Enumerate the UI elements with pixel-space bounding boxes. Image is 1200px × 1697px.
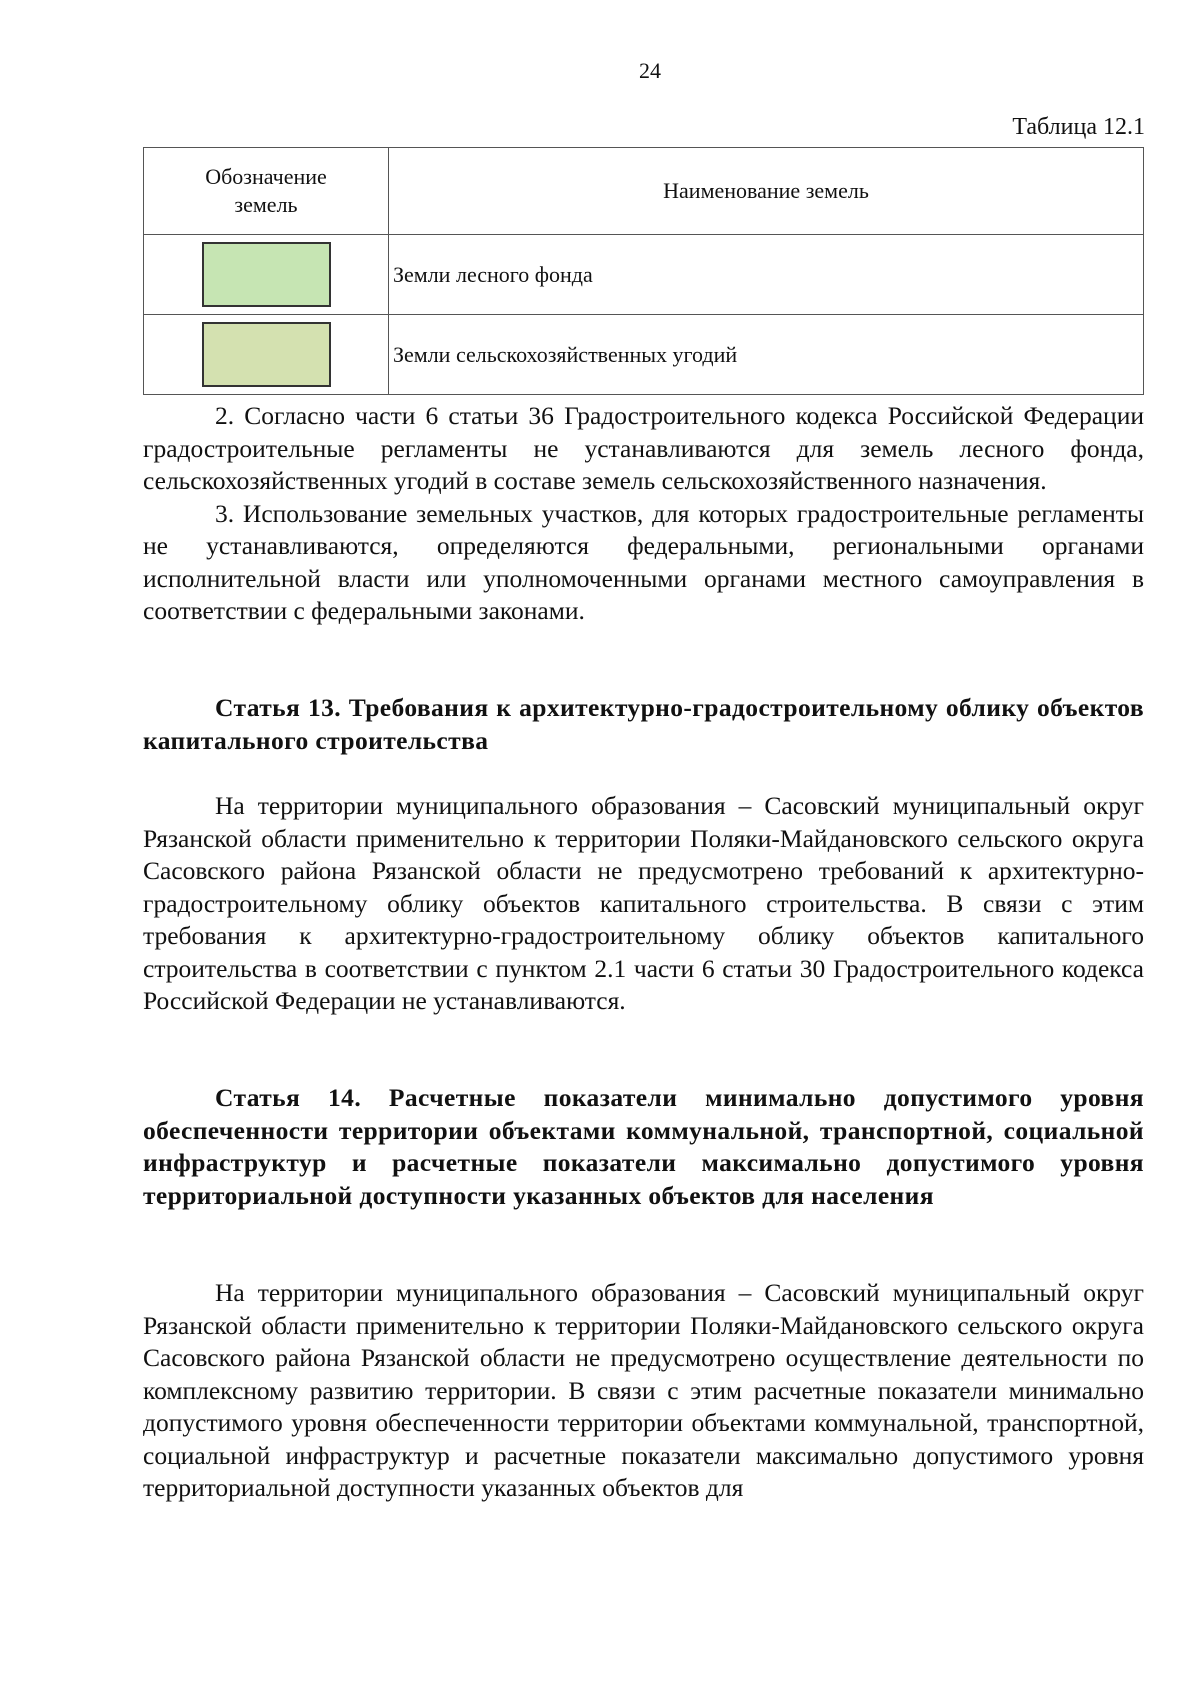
paragraphs-block: [143, 400, 1144, 628]
table-row: [144, 235, 1144, 315]
article-13-heading: Статья 13. Требования к архитектурно-градостроительному облику объектов капитального строительства: [143, 693, 1144, 755]
table-row: [144, 315, 1144, 395]
article-13-body: На территории муниципального образования – Сасовский муниципальный округ Рязанской области применительно к территории Поляки-Майдановского сельского округа Сасовского района Рязанской области не предусмотрено требований к архитектурно-градостроительному облику объектов капитального строительства. В связи с этим требования к архитектурно-градостроительному облику объектов капитального строительства в соответствии с пунктом 2.1 части 6 статьи 30 Градостроительного кодекса Российской Федерации не устанавливаются.: [143, 791, 1144, 1015]
forest-land-swatch: [202, 242, 331, 307]
land-name-cell: Земли лесного фонда: [389, 235, 1144, 315]
table-header-row: [144, 148, 1144, 235]
header-symbol: [144, 148, 389, 235]
agricultural-land-swatch: [202, 322, 331, 387]
land-name-cell: Земли сельскохозяйственных угодий: [389, 315, 1144, 395]
header-symbol-text: Обозначение земель: [205, 164, 327, 217]
symbol-cell: [144, 315, 389, 395]
article-14-body-block: [143, 1277, 1144, 1505]
article-14-body: На территории муниципального образования – Сасовский муниципальный округ Рязанской области применительно к территории Поляки-Майдановского сельского округа Сасовского района Рязанской области не предусмотрено осуществление деятельности по комплексному развитию территории. В связи с этим расчетные показатели минимально допустимого уровня обеспеченности территории объектами коммунальной, транспортной, социальной инфраструктур и расчетные показатели максимально допустимого уровня территориальной доступности указанных объектов для: [143, 1278, 1144, 1502]
land-legend-table: [143, 147, 1144, 395]
symbol-cell: [144, 235, 389, 315]
article-13-body-block: [143, 790, 1144, 1018]
paragraph-3: 3. Использование земельных участков, для которых градостроительные регламенты не устанавливаются, определяются федеральными, региональными органами исполнительной власти или уполномоченными органами местного самоуправления в соответствии с федеральными законами.: [143, 498, 1144, 625]
paragraph-2: 2. Согласно части 6 статьи 36 Градостроительного кодекса Российской Федерации градостроительные регламенты не устанавливаются для земель лесного фонда, сельскохозяйственных угодий в составе земель сельскохозяйственного назначения.: [143, 401, 1144, 495]
article-13: [143, 692, 1144, 757]
header-name: Наименование земель: [389, 148, 1144, 235]
article-14: [143, 1082, 1144, 1212]
page-number: 24: [639, 58, 661, 83]
table-caption: Таблица 12.1: [1012, 114, 1145, 140]
article-14-heading: Статья 14. Расчетные показатели минимально допустимого уровня обеспеченности территории объектами коммунальной, транспортной, социальной инфраструктур и расчетные показатели максимально допустимого уровня территориальной доступности указанных объектов для населения: [143, 1083, 1144, 1210]
